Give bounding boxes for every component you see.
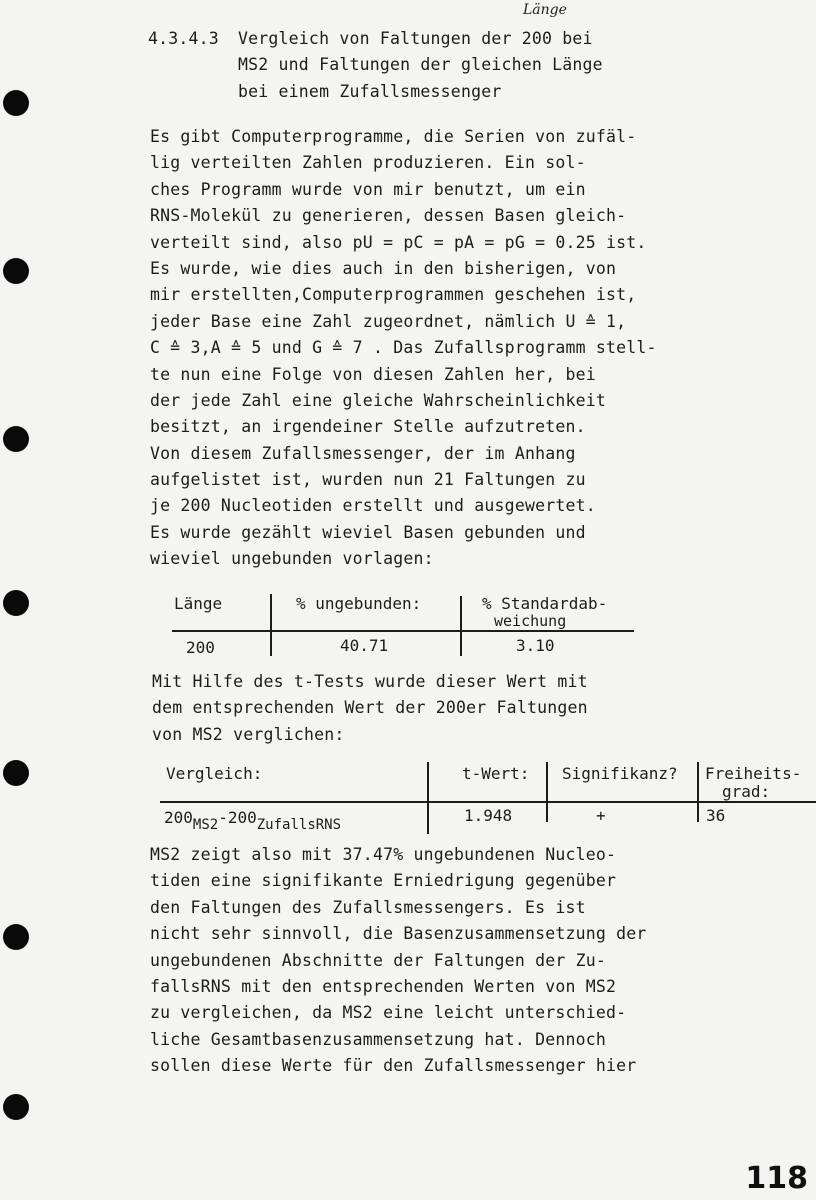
table-column-divider bbox=[697, 762, 699, 822]
binder-hole bbox=[3, 1094, 29, 1120]
table-column-divider bbox=[427, 762, 429, 834]
table-cell-unbound: 40.71 bbox=[340, 636, 389, 655]
table-header-dof: Freiheits- bbox=[705, 764, 802, 783]
table-header-comparison: Vergleich: bbox=[166, 764, 263, 783]
paragraph-conclusion bbox=[150, 842, 710, 1080]
table-header-significance: Signifikanz? bbox=[562, 764, 678, 783]
binder-hole bbox=[3, 258, 29, 284]
text-line: je 200 Nucleotiden erstellt und ausgewertet. bbox=[150, 496, 596, 516]
table-rule bbox=[160, 801, 816, 803]
binder-hole bbox=[3, 760, 29, 786]
text-line: Es gibt Computerprogramme, die Serien von zufäl- bbox=[150, 127, 637, 146]
table-header-t-value: t-Wert: bbox=[462, 764, 530, 783]
page-number: 118 bbox=[745, 1161, 808, 1196]
text-line: von MS2 verglichen: bbox=[152, 724, 345, 744]
table-header-length: Länge bbox=[174, 594, 223, 613]
paragraph-intro bbox=[150, 124, 710, 573]
text-line: jeder Base eine Zahl zugeordnet, nämlich U ≙ 1, bbox=[150, 311, 627, 331]
text-line: sollen diese Werte für den Zufallsmessenger hier bbox=[150, 1056, 637, 1076]
text-line: RNS-Molekül zu generieren, dessen Basen gleich- bbox=[150, 206, 627, 226]
comparison-dash: - bbox=[218, 808, 228, 827]
text-line: liche Gesamtbasenzusammensetzung hat. Dennoch bbox=[150, 1029, 607, 1049]
text-line: fallsRNS mit den entsprechenden Werten von MS2 bbox=[150, 976, 617, 996]
table-column-divider bbox=[460, 596, 462, 656]
text-line: Es wurde, wie dies auch in den bisherigen, von bbox=[150, 258, 617, 278]
binder-hole bbox=[3, 590, 29, 616]
comparison-value: 200 bbox=[227, 808, 257, 827]
table-header-stddev-cont: weichung bbox=[494, 612, 567, 630]
comparison-subscript: MS2 bbox=[192, 817, 219, 833]
heading-line-3: bei einem Zufallsmessenger bbox=[238, 82, 502, 101]
table-header-stddev: % Standardab- bbox=[482, 594, 608, 613]
text-line: ungebundenen Abschnitte der Faltungen der Zu- bbox=[150, 950, 607, 970]
text-line: MS2 zeigt also mit 37.47% ungebundenen Nucleo- bbox=[150, 845, 617, 864]
table-header-unbound: % ungebunden: bbox=[296, 594, 422, 613]
table-rule bbox=[172, 630, 634, 632]
table-header-dof-cont: grad: bbox=[722, 782, 771, 801]
heading-line-2: MS2 und Faltungen der gleichen Länge bbox=[238, 55, 603, 74]
handwritten-insert: Länge bbox=[523, 2, 567, 18]
heading-line-1: Vergleich von Faltungen der 200 bei bbox=[238, 29, 593, 48]
text-line: Es wurde gezählt wieviel Basen gebunden und bbox=[150, 522, 586, 542]
table-cell-dof: 36 bbox=[706, 806, 726, 825]
text-line: Von diesem Zufallsmessenger, der im Anhang bbox=[150, 443, 576, 463]
text-line: den Faltungen des Zufallsmessengers. Es ist bbox=[150, 897, 586, 917]
text-line: wieviel ungebunden vorlagen: bbox=[150, 549, 434, 569]
table-cell-length: 200 bbox=[186, 638, 215, 657]
table-column-divider bbox=[546, 762, 548, 822]
table-cell-stddev: 3.10 bbox=[516, 636, 555, 655]
section-number: 4.3.4.3 bbox=[148, 29, 219, 48]
text-line: dem entsprechenden Wert der 200er Faltungen bbox=[152, 698, 588, 718]
table-cell-comparison bbox=[164, 808, 342, 833]
binder-hole bbox=[3, 90, 29, 116]
table-cell-t-value: 1.948 bbox=[464, 806, 513, 825]
table-cell-significance: + bbox=[596, 806, 606, 825]
text-line: Mit Hilfe des t-Tests wurde dieser Wert mit bbox=[152, 672, 588, 691]
text-line: besitzt, an irgendeiner Stelle aufzutreten. bbox=[150, 417, 586, 437]
text-line: zu vergleichen, da MS2 eine leicht unterschied- bbox=[150, 1003, 627, 1023]
table-column-divider bbox=[270, 594, 272, 656]
comparison-subscript: ZufallsRNS bbox=[256, 817, 342, 833]
text-line: tiden eine signifikante Erniedrigung gegenüber bbox=[150, 871, 617, 891]
text-line: nicht sehr sinnvoll, die Basenzusammensetzung der bbox=[150, 924, 647, 944]
text-line: verteilt sind, also pU = pC = pA = pG = 0.25 ist. bbox=[150, 232, 647, 252]
text-line: der jede Zahl eine gleiche Wahrscheinlichkeit bbox=[150, 390, 607, 410]
paragraph-ttest bbox=[152, 669, 712, 748]
text-line: te nun eine Folge von diesen Zahlen her, bei bbox=[150, 364, 596, 384]
text-line: lig verteilten Zahlen produzieren. Ein sol- bbox=[150, 153, 586, 173]
text-line: mir erstellten,Computerprogrammen geschehen ist, bbox=[150, 285, 637, 305]
comparison-value: 200 bbox=[164, 808, 193, 827]
text-line: ches Programm wurde von mir benutzt, um ein bbox=[150, 179, 586, 199]
binder-hole bbox=[3, 924, 29, 950]
binder-hole bbox=[3, 426, 29, 452]
text-line: aufgelistet ist, wurden nun 21 Faltungen zu bbox=[150, 470, 586, 490]
text-line: C ≙ 3,A ≙ 5 und G ≙ 7 . Das Zufallsprogramm stell- bbox=[150, 338, 657, 358]
